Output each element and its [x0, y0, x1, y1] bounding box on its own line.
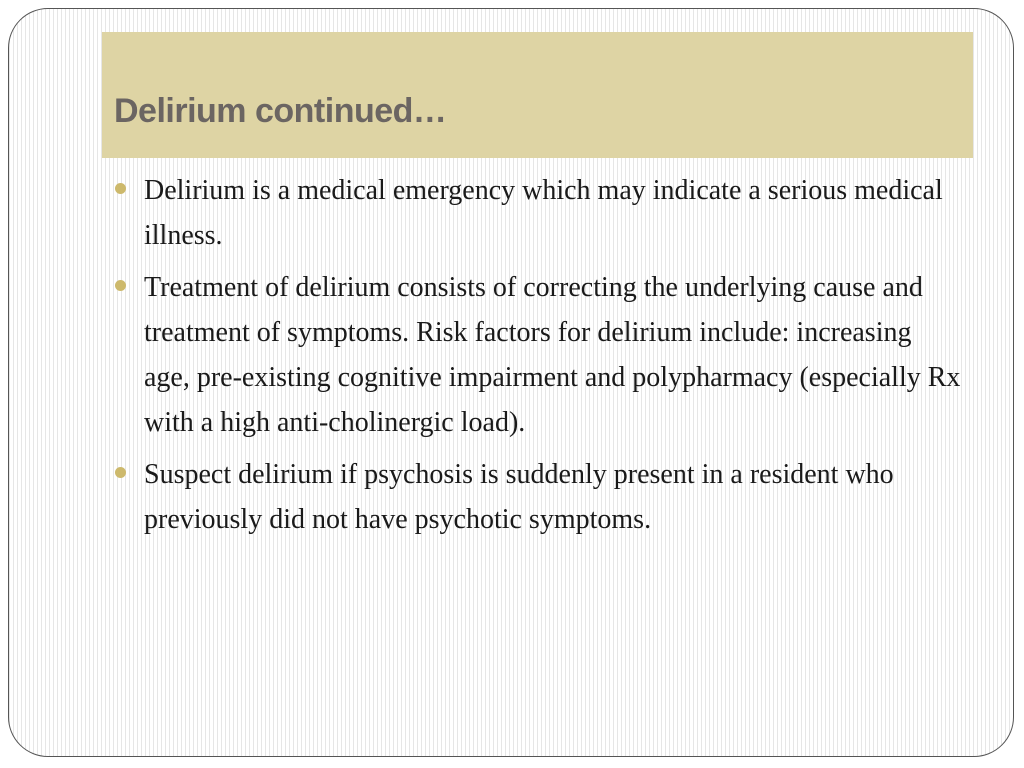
bullet-list [114, 168, 964, 549]
bullet-item [114, 452, 964, 542]
title-bar [102, 32, 973, 158]
slide-title: Delirium continued… [114, 92, 447, 130]
bullet-item [114, 168, 964, 258]
bullet-dot-icon [115, 280, 126, 291]
bullet-text: Treatment of delirium consists of correcting the underlying cause and treatment of symptoms. Risk factors for delirium include: increasing age, pre-existing cognitive impairment and polypharmacy (especially Rx with a high anti-cholinergic load). [144, 272, 961, 438]
bullet-text: Suspect delirium if psychosis is suddenly present in a resident who previously did not have psychotic symptoms. [144, 459, 894, 535]
bullet-text: Delirium is a medical emergency which may indicate a serious medical illness. [144, 175, 943, 251]
bullet-dot-icon [115, 467, 126, 478]
bullet-dot-icon [115, 183, 126, 194]
bullet-item [114, 265, 964, 445]
